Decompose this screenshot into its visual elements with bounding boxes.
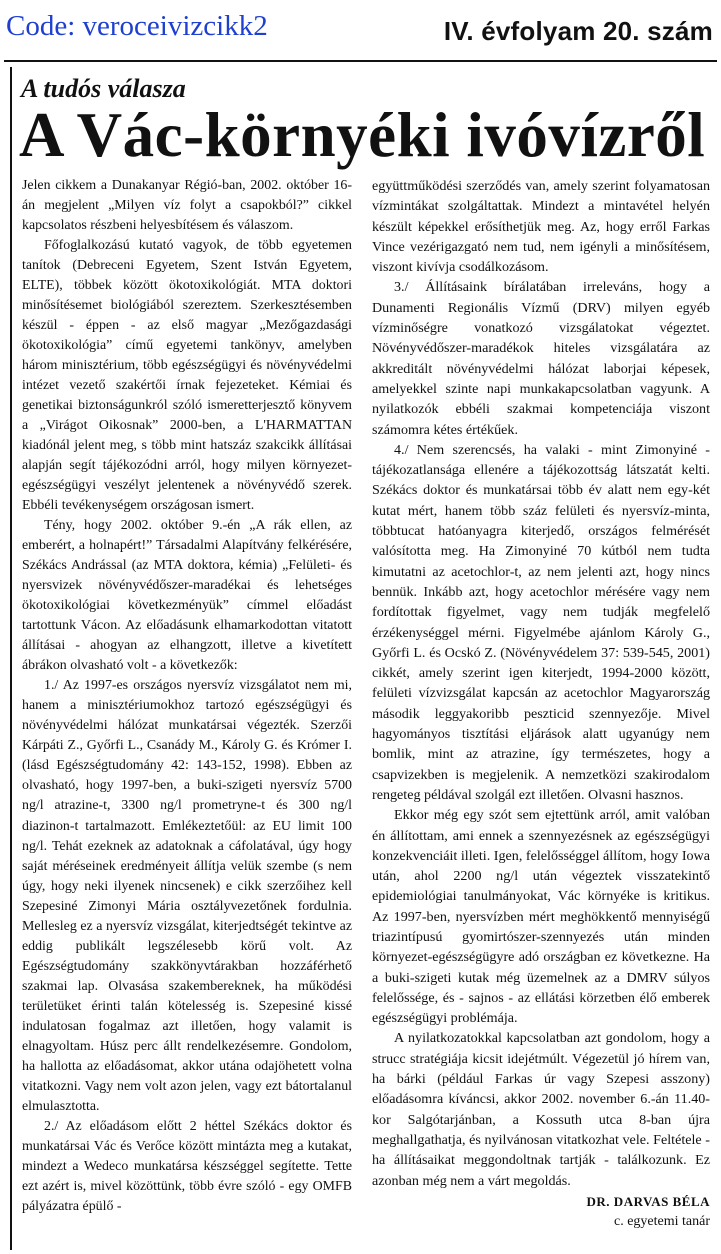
author-title: c. egyetemi tanár [613, 1214, 710, 1230]
issue-number: IV. évfolyam 20. szám [443, 16, 713, 46]
paragraph: Ekkor még egy szót sem ejtettünk arról, amit valóban én állítottam, ami ennek a szennyezésnek az egészségügyi konzekvenciáit illeti. Igen, felelősséggel állítom, hogy Iowa után, ahol 2200 ng/l után végeztek visszatekintő epidemiológiai tanulmányokat, Vác környéke is kritikus. Az 1997-ben, nyersvízben mért meghökkentő mennyiségű triazintípusú gyomirtószer-szennyezés után minden környezet-egészségügyre adó országban ez következne. Ha a buki-szigeti kutak még üzemelnek az a DMRV súlyos felelőssége, és - sajnos - az ellátási körzetben élő emberek egészségügyi problémája. [372, 807, 710, 1027]
paragraph: együttműködési szerződés van, amely szerint folyamatosan vízmintákat szolgáltattak. Mindezt a mintavétel helyén készült képekkel erősíthetjük meg. Az, hogy erről Farkas Vince vezérigazgató nem tud, nem igényli a minősítésem, viszont kivívja csodálkozásom. [372, 178, 710, 276]
author-signature: DR. DARVAS BÉLA [586, 1193, 710, 1209]
paragraph: 3./ Állításaink bírálatában irreleváns, hogy a Dunamenti Regionális Vízmű (DRV) milyen egyéb vízminőségre vonatkozó vizsgálatokat végeztet. Növényvédőszer-maradékok hiteles vizsgálatára az akkreditált növényvédelmi hálózat laborjai képesek, amelyekkel szinte napi munkakapcsolatban vagyunk. A nyilatkozók ebbéli szakmai kompetenciája viszont számomra kétes értékűek. [372, 279, 710, 438]
paragraph: 2./ Az előadásom előtt 2 héttel Székács doktor és munkatársai Vác és Verőce között mintázta meg a kutakat, mindezt a Wedeco munkatársa készséggel segítette. Tette ezt azért is, mivel közöttünk, több évre szóló - egy OMFB pályázatra épülő - [22, 1118, 352, 1214]
paragraph: Főfoglalkozású kutató vagyok, de több egyetemen tanítok (Debreceni Egyetem, Szent István Egyetem, ELTE), többek között ökotoxikológiát. MTA doktori minősítésemet biológiából szereztem. Szerkesztésemben készül - éppen - az első magyar „Mezőgazdasági ökotoxikológia” című egyetemi tankönyv, amelyben három minisztérium, több egészségügyi és növényvédelmi intézet vezető szakértői írnak fejezeteket. Kémiai és genetikai biztonságunkról szóló ismeretterjesztő könyvem a „Virágot Oikosnak” 2000-ben, a L'HARMATTAN kiadónál jelent meg, s több mint hatszáz szakcikk állításai alapján segít tájékozódni arról, hogy milyen környezet-egészségügyi veszélyt jelentenek a növényvédő szerek. Ebbéli tevékenységem országosan ismert. [22, 238, 352, 514]
document-code-label: Code: veroceivizcikk2 [6, 10, 268, 42]
header-rule [4, 60, 717, 62]
article-column-left [22, 176, 352, 1217]
article-kicker: A tudós válasza [21, 74, 186, 103]
paragraph: 1./ Az 1997-es országos nyersvíz vizsgálatot nem mi, hanem a minisztériumokhoz tartozó egészségügyi és növényvédelmi hálózat munkatársai végezték. Szerzői Kárpáti Z., Győrfi L., Csanády M., Károly G. és Krómer I. (lásd Egészségtudomány 42: 143-152, 1998). Ebben az olvasható, hogy 1997-ben, a buki-szigeti nyersvíz 5700 ng/l atrazine-t, 3300 ng/l prometryne-t és 300 ng/l diazinon-t tartalmazott. Emlékeztetőül: az EU limit 100 ng/l. Tehát ezeknek az adatoknak a cáfolatával, úgy hogy saját méréseinek eredményeit állítja velük szembe (s nem úgy, hogy neki ilyenek nincsenek) e cikk szerzőihez kell Szepesiné Zimonyi Mária osztályvezetőnek fordulnia. Mellesleg ez a nyersvíz vizsgálat, kiterjedtségét tekintve az eddig publikált legszélesebb körű volt. Az Egészségtudomány szakkönyvtárakban hozzáférhető szakmai lap. Olvasása szakembereknek, ha működési területüket érinti talán kötelesség is. Szepesiné kissé indulatosan fogalmaz azt illetően, hogy valamit is elnagyoltam. Húsz perc állt rendelkezésemre. Gondolom, ha hallotta az előadásomat, akkor utána odajöhetett volna vitatkozni. Vagy nem volt azon jelen, vagy ezt bátortalanul elmulasztotta. [22, 678, 352, 1114]
paragraph: Jelen cikkem a Dunakanyar Régió-ban, 2002. október 16-án megjelent „Milyen víz folyt a csapokból?” cikkel kapcsolatos részbeni helyesbítésem és válaszom. [22, 178, 352, 234]
paragraph: 4./ Nem szerencsés, ha valaki - mint Zimonyiné - tájékozatlansága ellenére a tájékozottság látszatát kelti. Székács doktor és munkatársai több év alatt nem egy-két kutat mért, hanem több száz felületi és nyersvíz-minta, többtucat hatóanyagra kiterjedő, országos felmérését valósította meg. Ha Zimonyiné 70 kútból nem tudta kimutatni az acetochlor-t, az nem jelenti azt, hogy nincs bennük. Inkább azt, hogy acetochlor mérésére vagy nem fordítottak figyelmet, vagy nem tudják megfelelő érzékenységgel mérni. Figyelmébe ajánlom Károly G., Győrfi L. és Ocskó Z. (Növényvédelem 37: 539-545, 2001) cikkét, amely szerint igen kiterjedt, 1994-2000 között, felületi vízvizsgálat kapcsán az acetochlor Magyarország második leggyakoribb peszticid szennyezője. Mivel hagyományos tisztítási eljárások alatt ugyanúgy nem bomlik, mint az atrazine, így természetes, hogy a csapvizekben is megjelenik. A nemzetközi szakirodalom rengeteg példával szolgál ezt illetően. Olvasni hasznos. [372, 441, 710, 803]
paragraph: A nyilatkozatokkal kapcsolatban azt gondolom, hogy a strucc stratégiája kicsit idejétmúlt. Végezetül jó hírem van, ha bárki (például Farkas úr vagy Szepesi asszony) előadásomra kíváncsi, akkor 2002. november 6.-án 11.40-kor Salgótarjánban, a Kossuth utca 8-ban újra meghallgathatja, és nyilvánosan vitatkozhat vele. Feltétele - ha állításaikat meggondoltnak tartják - találkozunk. Ez azonban még nem a várt megoldás. [372, 1030, 710, 1189]
left-margin-rule [10, 67, 12, 1250]
article-title: A Vác-környéki ivóvízről [19, 100, 706, 170]
paragraph: Tény, hogy 2002. október 9.-én „A rák ellen, az emberért, a holnapért!” Társadalmi Alapítvány felkérésére, Székács Andrással (az MTA doktora, kémia) „Felületi- és nyersvizek növényvédőszer-maradékai és lehetséges ökotoxikológiai következményük” címmel előadást tartottunk Vácon. Az előadásunk elhamarkodottan vitatott állításai - ahogyan az elhangzott, illetve a kivetített ábrákon olvasható volt - a következők: [22, 518, 352, 674]
article-column-right [372, 176, 710, 1232]
